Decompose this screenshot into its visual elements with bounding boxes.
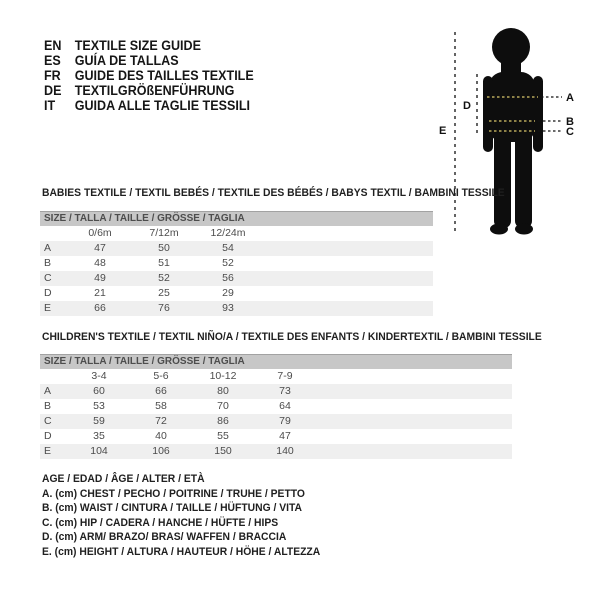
- size-value: 59: [93, 415, 105, 427]
- size-column-header: 0/6m: [88, 227, 112, 239]
- size-value: 50: [158, 242, 170, 254]
- legend-line: B. (cm) WAIST / CINTURA / TAILLE / HÜFTUNG / VITA: [42, 502, 303, 515]
- size-value: 35: [93, 430, 105, 442]
- children-section-title: CHILDREN'S TEXTILE / TEXTIL NIÑO/A / TEXTILE DES ENFANTS / KINDERTEXTIL / BAMBINI TESSILE: [42, 331, 542, 343]
- language-row: [44, 68, 254, 83]
- size-value: 140: [276, 445, 294, 457]
- children-size-header-bar: SIZE / TALLA / TAILLE / GRÖSSE / TAGLIA: [40, 354, 512, 369]
- size-value: 150: [214, 445, 232, 457]
- language-label: TEXTILGRÖßENFÜHRUNG: [74, 83, 235, 98]
- table-row: [40, 271, 433, 286]
- size-value: 40: [155, 430, 167, 442]
- row-label: D: [44, 430, 52, 442]
- language-label: TEXTILE SIZE GUIDE: [74, 38, 201, 53]
- table-row: [40, 414, 512, 429]
- size-value: 25: [158, 287, 170, 299]
- row-label: B: [44, 400, 52, 412]
- row-label: A: [44, 385, 52, 397]
- language-code: DE: [44, 83, 62, 98]
- table-row: [40, 241, 433, 256]
- size-value: 52: [158, 272, 170, 284]
- legend-line: C. (cm) HIP / CADERA / HANCHE / HÜFTE / HIPS: [42, 516, 279, 529]
- label-waist-b: B: [566, 116, 574, 128]
- row-label: B: [44, 257, 52, 269]
- legend-line: E. (cm) HEIGHT / ALTURA / HAUTEUR / HÖHE / ALTEZZA: [42, 545, 321, 558]
- size-value: 70: [217, 400, 229, 412]
- size-column-header: 10-12: [209, 370, 237, 382]
- table-row: [40, 444, 512, 459]
- size-value: 73: [279, 385, 291, 397]
- label-hip-c: C: [566, 126, 574, 138]
- size-column-header: 3-4: [91, 370, 107, 382]
- size-value: 51: [158, 257, 170, 269]
- size-value: 72: [155, 415, 167, 427]
- label-height-e: E: [439, 125, 447, 137]
- size-value: 29: [222, 287, 234, 299]
- size-value: 104: [90, 445, 108, 457]
- size-value: 64: [279, 400, 291, 412]
- row-label: C: [44, 272, 52, 284]
- row-label: D: [44, 287, 52, 299]
- size-value: 66: [155, 385, 167, 397]
- size-value: 52: [222, 257, 234, 269]
- size-value: 76: [158, 302, 170, 314]
- language-code: FR: [44, 68, 61, 83]
- size-value: 53: [93, 400, 105, 412]
- row-label: E: [44, 302, 52, 314]
- language-code: EN: [44, 38, 62, 53]
- size-value: 47: [279, 430, 291, 442]
- child-measurement-figure: [435, 18, 600, 240]
- size-value: 80: [217, 385, 229, 397]
- size-column-header: 7/12m: [149, 227, 179, 239]
- language-code: ES: [44, 53, 61, 68]
- legend-line: A. (cm) CHEST / PECHO / POITRINE / TRUHE / PETTO: [42, 487, 305, 500]
- table-row: [40, 256, 433, 271]
- size-value: 55: [217, 430, 229, 442]
- legend-line: D. (cm) ARM/ BRAZO/ BRAS/ WAFFEN / BRACCIA: [42, 531, 287, 544]
- language-title-list: [44, 38, 254, 113]
- table-row: [40, 301, 433, 316]
- language-label: GUÍA DE TALLAS: [74, 53, 179, 68]
- size-value: 47: [94, 242, 106, 254]
- size-value: 58: [155, 400, 167, 412]
- label-chest-a: A: [566, 92, 574, 104]
- row-label: E: [44, 445, 52, 457]
- size-column-header: 7-9: [277, 370, 293, 382]
- size-columns-row: [40, 369, 512, 384]
- language-label: GUIDA ALLE TAGLIE TESSILI: [74, 98, 250, 113]
- size-columns-row: [40, 226, 433, 241]
- size-value: 54: [222, 242, 234, 254]
- size-value: 79: [279, 415, 291, 427]
- children-size-table: [40, 354, 512, 459]
- language-row: [44, 38, 254, 53]
- language-code: IT: [44, 98, 56, 113]
- row-label: A: [44, 242, 52, 254]
- row-label: C: [44, 415, 52, 427]
- size-value: 49: [94, 272, 106, 284]
- size-value: 60: [93, 385, 105, 397]
- babies-section-title: BABIES TEXTILE / TEXTIL BEBÉS / TEXTILE DES BÉBÉS / BABYS TEXTIL / BAMBINI TESSILE: [42, 187, 505, 199]
- table-row: [40, 399, 512, 414]
- size-column-header: 5-6: [153, 370, 169, 382]
- language-row: [44, 83, 254, 98]
- babies-size-table: [40, 211, 433, 316]
- size-value: 93: [222, 302, 234, 314]
- language-row: [44, 53, 254, 68]
- size-value: 56: [222, 272, 234, 284]
- table-row: [40, 286, 433, 301]
- legend-line: AGE / EDAD / ÂGE / ALTER / ETÀ: [42, 473, 205, 485]
- label-arm-d: D: [463, 100, 471, 112]
- size-value: 48: [94, 257, 106, 269]
- figure-svg: [435, 18, 600, 240]
- language-label: GUIDE DES TAILLES TEXTILE: [74, 68, 254, 83]
- size-value: 106: [152, 445, 170, 457]
- table-row: [40, 384, 512, 399]
- size-value: 66: [94, 302, 106, 314]
- table-row: [40, 429, 512, 444]
- size-value: 86: [217, 415, 229, 427]
- size-value: 21: [94, 287, 106, 299]
- babies-size-header-bar: SIZE / TALLA / TAILLE / GRÖSSE / TAGLIA: [40, 211, 433, 226]
- size-column-header: 12/24m: [210, 227, 246, 239]
- language-row: [44, 98, 254, 113]
- measurement-legend: [42, 472, 320, 560]
